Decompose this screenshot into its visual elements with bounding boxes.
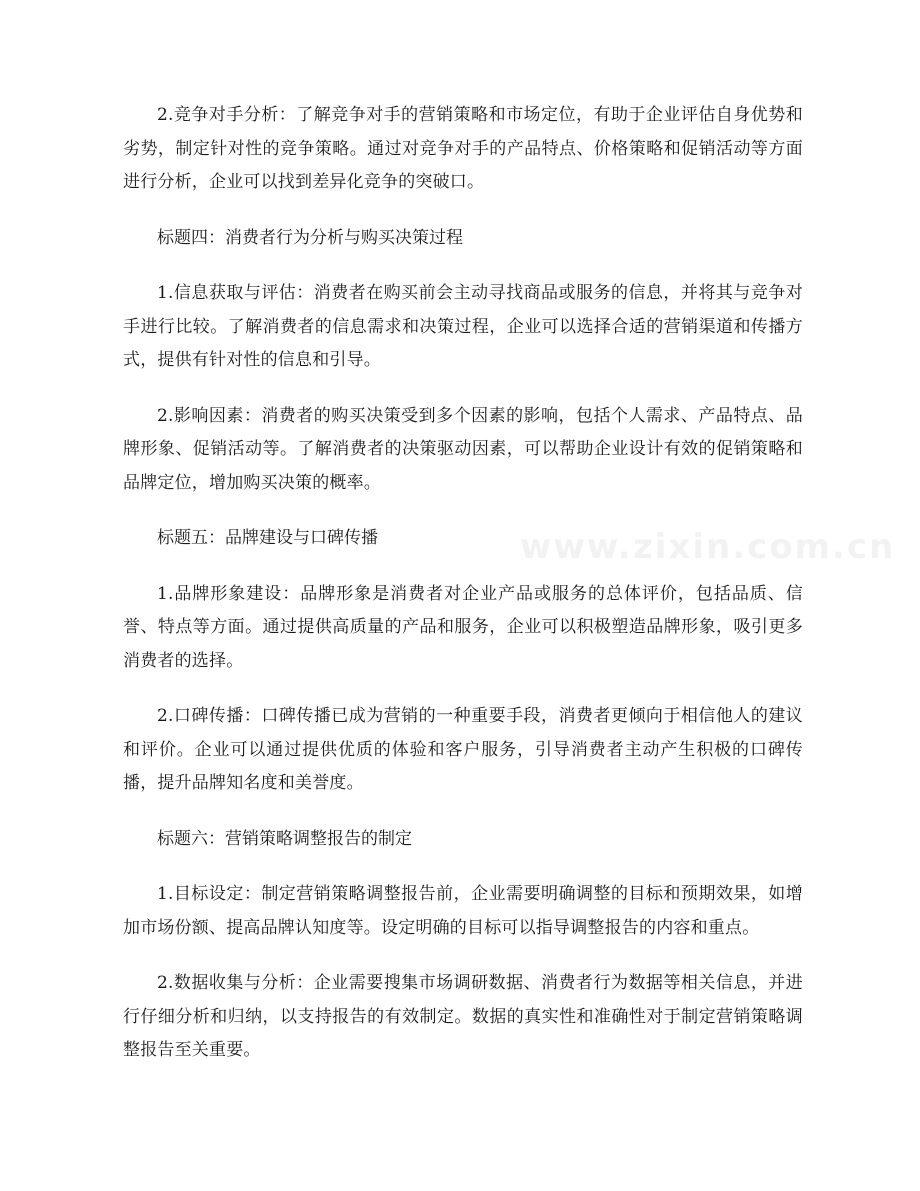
section-heading-6: 标题六：营销策略调整报告的制定 (157, 828, 412, 849)
paragraph-influencing-factors: 2.影响因素：消费者的购买决策受到多个因素的影响，包括个人需求、产品特点、品牌形象、促销活动等。了解消费者的决策驱动因素，可以帮助企业设计有效的促销策略和品牌定位，增加购买决策的概率。 (123, 405, 803, 493)
paragraph-information-acquisition: 1.信息获取与评估：消费者在购买前会主动寻找商品或服务的信息，并将其与竞争对手进行比较。了解消费者的信息需求和决策过程，企业可以选择合适的营销渠道和传播方式，提供有针对性的信息和引导。 (123, 283, 803, 370)
paragraph-brand-image: 1.品牌形象建设：品牌形象是消费者对企业产品或服务的总体评价，包括品质、信誉、特点等方面。通过提供高质量的产品和服务，企业可以积极塑造品牌形象，吸引更多消费者的选择。 (123, 583, 803, 671)
paragraph-data-collection: 2.数据收集与分析：企业需要搜集市场调研数据、消费者行为数据等相关信息，并进行仔细分析和归纳，以支持报告的有效制定。数据的真实性和准确性对于制定营销策略调整报告至关重要。 (123, 973, 803, 1060)
paragraph-word-of-mouth: 2.口碑传播：口碑传播已成为营销的一种重要手段，消费者更倾向于相信他人的建议和评价。企业可以通过提供优质的体验和客户服务，引导消费者主动产生积极的口碑传播，提升品牌知名度和美誉度。 (123, 706, 803, 793)
paragraph-goal-setting: 1.目标设定：制定营销策略调整报告前，企业需要明确调整的目标和预期效果，如增加市场份额、提高品牌认知度等。设定明确的目标可以指导调整报告的内容和重点。 (123, 884, 803, 938)
paragraph-competitor-analysis: 2.竞争对手分析：了解竞争对手的营销策略和市场定位，有助于企业评估自身优势和劣势，制定针对性的竞争策略。通过对竞争对手的产品特点、价格策略和促销活动等方面进行分析，企业可以找到差异化竞争的突破口。 (123, 105, 803, 192)
section-heading-4: 标题四：消费者行为分析与购买决策过程 (157, 227, 463, 248)
section-heading-5: 标题五：品牌建设与口碑传播 (157, 528, 378, 548)
watermark: www.zixin.com.cn (520, 527, 896, 567)
document-body (123, 99, 803, 1090)
